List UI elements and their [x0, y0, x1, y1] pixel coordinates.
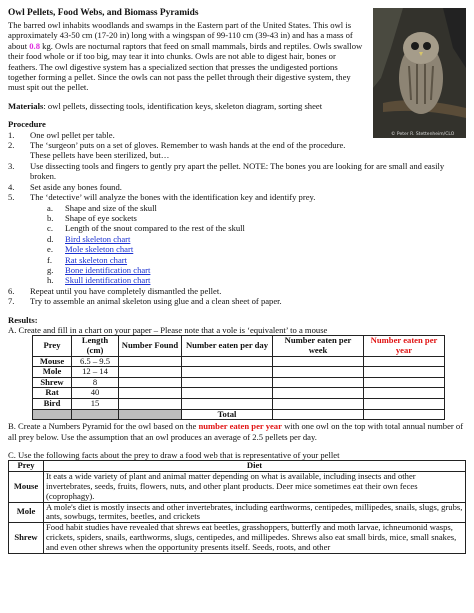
table-row — [33, 367, 445, 378]
diet-text-cell: A mole's diet is mostly insects and other invertebrates, including earthworms, centipedes, millipedes, snails, slugs, grubs, ants, sowbugs, termites, beetles, and crickets — [44, 502, 466, 523]
length-cell: 15 — [72, 398, 119, 409]
diet-text-cell: Food habit studies have revealed that shrews eat beetles, grasshoppers, butterfly and moth larvae, ichneumonid wasps, crickets, spiders, snails, earthworms, slugs, centipedes, and millipedes. Shrews also eat small birds, mice, small snakes, and even other shrews when the opportunity presents itself. Seeds, roots, and other — [44, 523, 466, 553]
col-prey: Prey — [33, 336, 72, 356]
step-number: 3. — [8, 160, 15, 171]
shaded-cell — [119, 409, 182, 420]
procedure-sub-steps — [8, 203, 466, 286]
procedure-sub-step — [8, 213, 466, 223]
empty-cell — [273, 356, 364, 367]
empty-cell — [364, 367, 445, 378]
procedure-step — [8, 296, 466, 306]
empty-cell — [182, 367, 273, 378]
prey-results-table — [32, 335, 445, 420]
sub-step-letter: h. — [47, 275, 54, 286]
empty-cell — [273, 398, 364, 409]
step-number: 1. — [8, 129, 15, 140]
empty-cell — [273, 367, 364, 378]
procedure-sub-step[interactable] — [8, 244, 466, 254]
empty-cell — [182, 356, 273, 367]
procedure-sub-step — [8, 223, 466, 233]
sub-step-letter: f. — [47, 254, 53, 265]
sub-step-text: Shape and size of the skull — [65, 202, 157, 213]
step-number: 5. — [8, 192, 15, 203]
diet-text-cell: It eats a wide variety of plant and animal matter depending on what is available, including insects and other invertebrates, seeds, fruits, flowers, nuts, and other plant products. Deer mice sometimes eat their own feces (coprophagy). — [44, 472, 466, 502]
diet-prey-cell: Mole — [9, 502, 44, 523]
empty-cell — [364, 388, 445, 399]
total-row — [33, 409, 445, 420]
procedure-step — [8, 161, 466, 182]
owl-illustration — [373, 8, 466, 138]
procedure-step — [8, 192, 466, 202]
procedure-sub-step[interactable] — [8, 265, 466, 275]
number-eaten-per-year-highlight: number eaten per year — [198, 421, 282, 432]
step-text: The ‘surgeon’ puts on a set of gloves. Remember to wash hands at the end of the procedure. These pellets have been sterilized, but… — [30, 140, 346, 161]
diet-prey-cell: Mouse — [9, 472, 44, 502]
chart-link[interactable]: Bone identification chart — [65, 264, 151, 275]
chart-link[interactable]: Skull identification chart — [65, 275, 151, 286]
sub-step-letter: e. — [47, 244, 53, 255]
prey-cell: Shrew — [33, 377, 72, 388]
empty-cell — [273, 409, 364, 420]
diet-prey-cell: Shrew — [9, 523, 44, 553]
total-label: Total — [182, 409, 273, 420]
step-number: 7. — [8, 296, 15, 307]
chart-link[interactable]: Bird skeleton chart — [65, 233, 131, 244]
empty-cell — [119, 398, 182, 409]
empty-cell — [364, 356, 445, 367]
table-row — [33, 398, 445, 409]
step-text: Try to assemble an animal skeleton using glue and a clean sheet of paper. — [30, 296, 282, 307]
procedure-steps-continued — [8, 286, 466, 307]
owl-mass-value: 0.8 — [29, 40, 40, 51]
procedure-sub-step[interactable] — [8, 234, 466, 244]
procedure-step — [8, 286, 466, 296]
chart-link[interactable]: Rat skeleton chart — [65, 254, 128, 265]
prey-diet-table — [8, 460, 466, 553]
shaded-cell — [72, 409, 119, 420]
empty-cell — [273, 377, 364, 388]
step-number: 2. — [8, 140, 15, 151]
results-c-text: C. Use the following facts about the prey to draw a food web that is representative of your pellet — [8, 449, 340, 460]
procedure-sub-step[interactable] — [8, 275, 466, 285]
diet-col-prey: Prey — [9, 461, 44, 472]
empty-cell — [364, 398, 445, 409]
empty-cell — [119, 367, 182, 378]
photo-credit: © Peter R. Stettenheim/CLO — [391, 132, 455, 137]
empty-cell — [119, 377, 182, 388]
col-number-found: Number Found — [119, 336, 182, 356]
materials-line: Materials: owl pellets, dissecting tools, identification keys, skeleton diagram, sorting sheet — [8, 100, 323, 111]
procedure-sub-step — [8, 203, 466, 213]
empty-cell — [182, 388, 273, 399]
procedure-steps — [8, 130, 466, 203]
chart-link[interactable]: Mole skeleton chart — [65, 244, 134, 255]
length-cell: 12 – 14 — [72, 367, 119, 378]
empty-cell — [364, 409, 445, 420]
table-row — [33, 388, 445, 399]
step-text: Repeat until you have completely dismantled the pellet. — [30, 285, 222, 296]
step-number: 4. — [8, 181, 15, 192]
prey-cell: Bird — [33, 398, 72, 409]
page-title: Owl Pellets, Food Webs, and Biomass Pyramids — [8, 8, 199, 18]
table-row — [33, 377, 445, 388]
step-text: The ‘detective’ will analyze the bones with the identification key and identify prey. — [30, 192, 316, 203]
procedure-heading: Procedure — [8, 119, 46, 130]
sub-step-text: Length of the snout compared to the rest of the skull — [65, 223, 245, 234]
sub-step-letter: d. — [47, 233, 54, 244]
procedure-step — [8, 182, 466, 192]
step-number: 6. — [8, 285, 15, 296]
empty-cell — [273, 388, 364, 399]
col-length: Length (cm) — [72, 336, 119, 356]
procedure-step — [8, 140, 466, 161]
intro-paragraph: The barred owl inhabits woodlands and swamps in the Eastern part of the United States. This owl is approximately 43-50 cm (17-20 in) long with a wingspan of 99-110 cm (39-43 in) and has a mass of about 0.8 kg. Owls are nocturnal raptors that feed on small mammals, birds and reptiles. Owls swallow their food whole or if too big, may tear it into chunks. Owls are not able to digest hair, bones or feathers. The owl digestive system has a specialized section that presses the undigested portions together forming a pellet. Since the owls can not pass the pellet through their digestive system, they must spit out the pellet. — [8, 20, 363, 93]
sub-step-letter: g. — [47, 264, 54, 275]
empty-cell — [119, 388, 182, 399]
diet-row — [9, 523, 466, 553]
sub-step-letter: c. — [47, 223, 53, 234]
step-text: Use dissecting tools and fingers to gently pry apart the pellet. NOTE: The bones you are looking for are small and easily broken. — [30, 160, 445, 182]
length-cell: 40 — [72, 388, 119, 399]
prey-cell: Mole — [33, 367, 72, 378]
results-a-text: A. Create and fill in a chart on your paper – Please note that a vole is ‘equivalent’ to a mouse — [8, 324, 328, 335]
length-cell: 8 — [72, 377, 119, 388]
diet-col-diet: Diet — [44, 461, 466, 472]
step-text: Set aside any bones found. — [30, 181, 122, 192]
barred-owl-photo — [373, 8, 466, 138]
diet-row — [9, 472, 466, 502]
prey-cell: Rat — [33, 388, 72, 399]
empty-cell — [182, 377, 273, 388]
col-per-year: Number eaten per year — [364, 336, 445, 356]
shaded-cell — [33, 409, 72, 420]
length-cell: 6.5 – 9.5 — [72, 356, 119, 367]
results-b-text: B. Create a Numbers Pyramid for the owl based on the number eaten per year with one owl on the top with total annual number of all prey below. Use the assumption that an owl produces an average of 2.5 pellets per day. — [8, 421, 464, 442]
table-row — [33, 356, 445, 367]
sub-step-letter: b. — [47, 212, 54, 223]
sub-step-text: Shape of eye sockets — [65, 212, 137, 223]
step-text: One owl pellet per table. — [30, 129, 115, 140]
results-heading: Results: — [8, 314, 38, 325]
empty-cell — [182, 398, 273, 409]
procedure-step — [8, 130, 466, 140]
col-per-day: Number eaten per day — [182, 336, 273, 356]
empty-cell — [119, 356, 182, 367]
procedure-sub-step[interactable] — [8, 255, 466, 265]
prey-cell: Mouse — [33, 356, 72, 367]
sub-step-letter: a. — [47, 202, 53, 213]
col-per-week: Number eaten per week — [273, 336, 364, 356]
diet-row — [9, 502, 466, 523]
empty-cell — [364, 377, 445, 388]
